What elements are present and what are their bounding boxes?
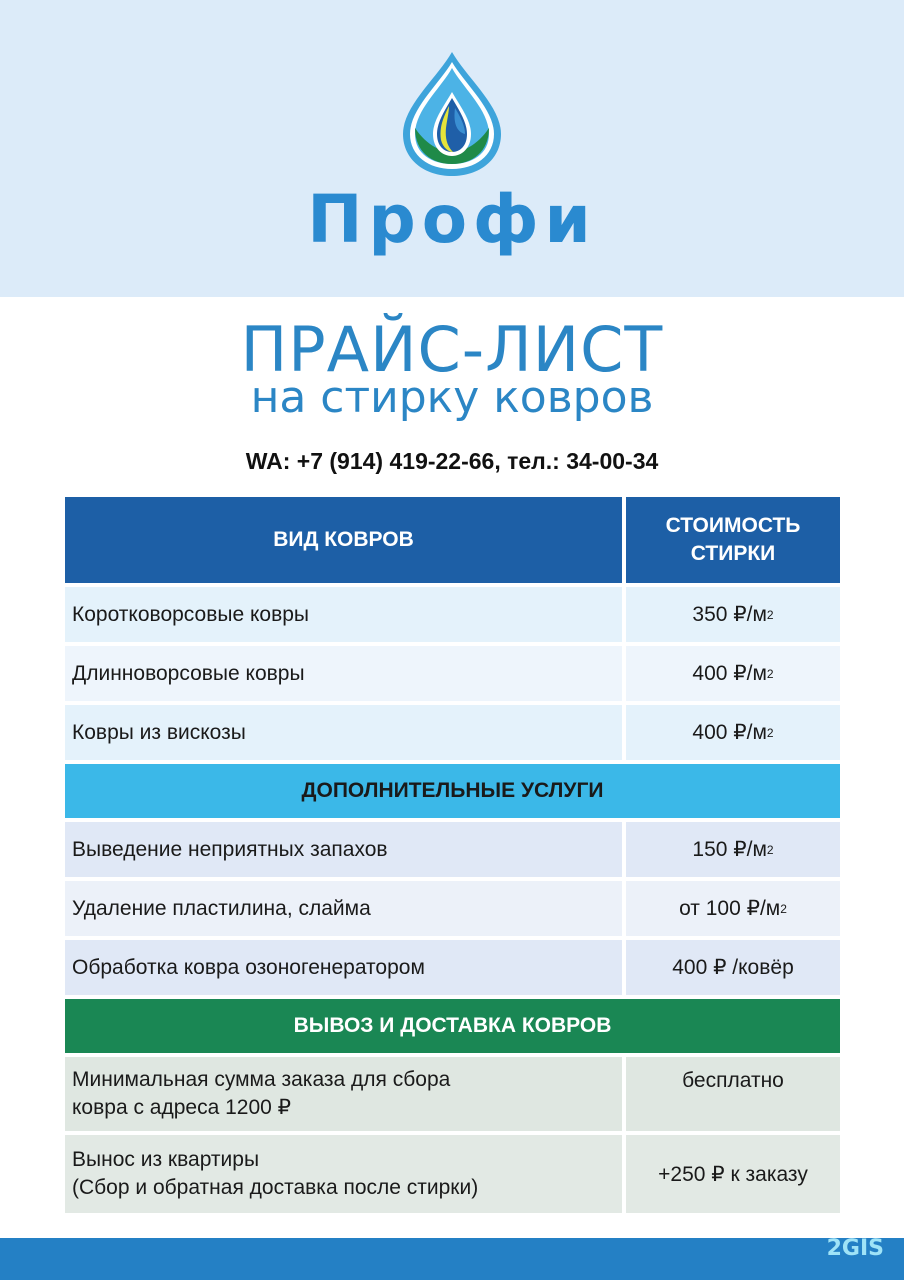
column-header-price-line2: СТИРКИ (690, 542, 776, 565)
row-price: от 100 ₽/м 2 (626, 881, 840, 936)
page-title: ПРАЙС-ЛИСТ (240, 313, 664, 386)
table-row (65, 705, 840, 760)
row-name: Удаление пластилина, слайма (65, 881, 622, 936)
section-extra-services: ДОПОЛНИТЕЛЬНЫЕ УСЛУГИ (65, 764, 840, 818)
row-name: Коротковорсовые ковры (65, 587, 622, 642)
row-name-line1: Вынос из квартиры (72, 1148, 260, 1171)
row-price: 150 ₽/м 2 (626, 822, 840, 877)
row-price: 400 ₽/м 2 (626, 646, 840, 701)
row-name-line1: Минимальная сумма заказа для сбора (72, 1068, 451, 1091)
row-price: 350 ₽/м 2 (626, 587, 840, 642)
row-name (65, 1135, 622, 1213)
column-header-price-line1: СТОИМОСТЬ (665, 514, 801, 537)
row-name-line2: (Сбор и обратная доставка после стирки) (72, 1176, 479, 1199)
page-subtitle: на стирку ковров (250, 372, 654, 423)
table-row (65, 1057, 840, 1131)
row-price: 400 ₽/м 2 (626, 705, 840, 760)
footer-band (0, 1238, 904, 1280)
price-table (65, 497, 840, 1217)
table-row (65, 646, 840, 701)
table-row (65, 940, 840, 995)
row-name: Длинноворсовые ковры (65, 646, 622, 701)
table-row (65, 587, 840, 642)
column-header-type: ВИД КОВРОВ (65, 497, 622, 583)
section-delivery: ВЫВОЗ И ДОСТАВКА КОВРОВ (65, 999, 840, 1053)
brand-name: Профи (307, 181, 597, 258)
row-name: Выведение неприятных запахов (65, 822, 622, 877)
watermark: 2GIS (826, 1236, 884, 1261)
table-row (65, 822, 840, 877)
contact-phones: WA: +7 (914) 419-22-66, тел.: 34-00-34 (245, 448, 659, 474)
row-price: бесплатно (626, 1057, 840, 1131)
row-name: Ковры из вискозы (65, 705, 622, 760)
table-row (65, 881, 840, 936)
table-row (65, 1135, 840, 1213)
row-price: +250 ₽ к заказу (626, 1135, 840, 1213)
row-name: Обработка ковра озоногенератором (65, 940, 622, 995)
row-price: 400 ₽ /ковёр (626, 940, 840, 995)
water-drop-icon (397, 48, 507, 178)
table-header (65, 497, 840, 583)
column-header-price (626, 497, 840, 583)
row-name-line2: ковра с адреса 1200 ₽ (72, 1096, 292, 1119)
row-name (65, 1057, 622, 1131)
